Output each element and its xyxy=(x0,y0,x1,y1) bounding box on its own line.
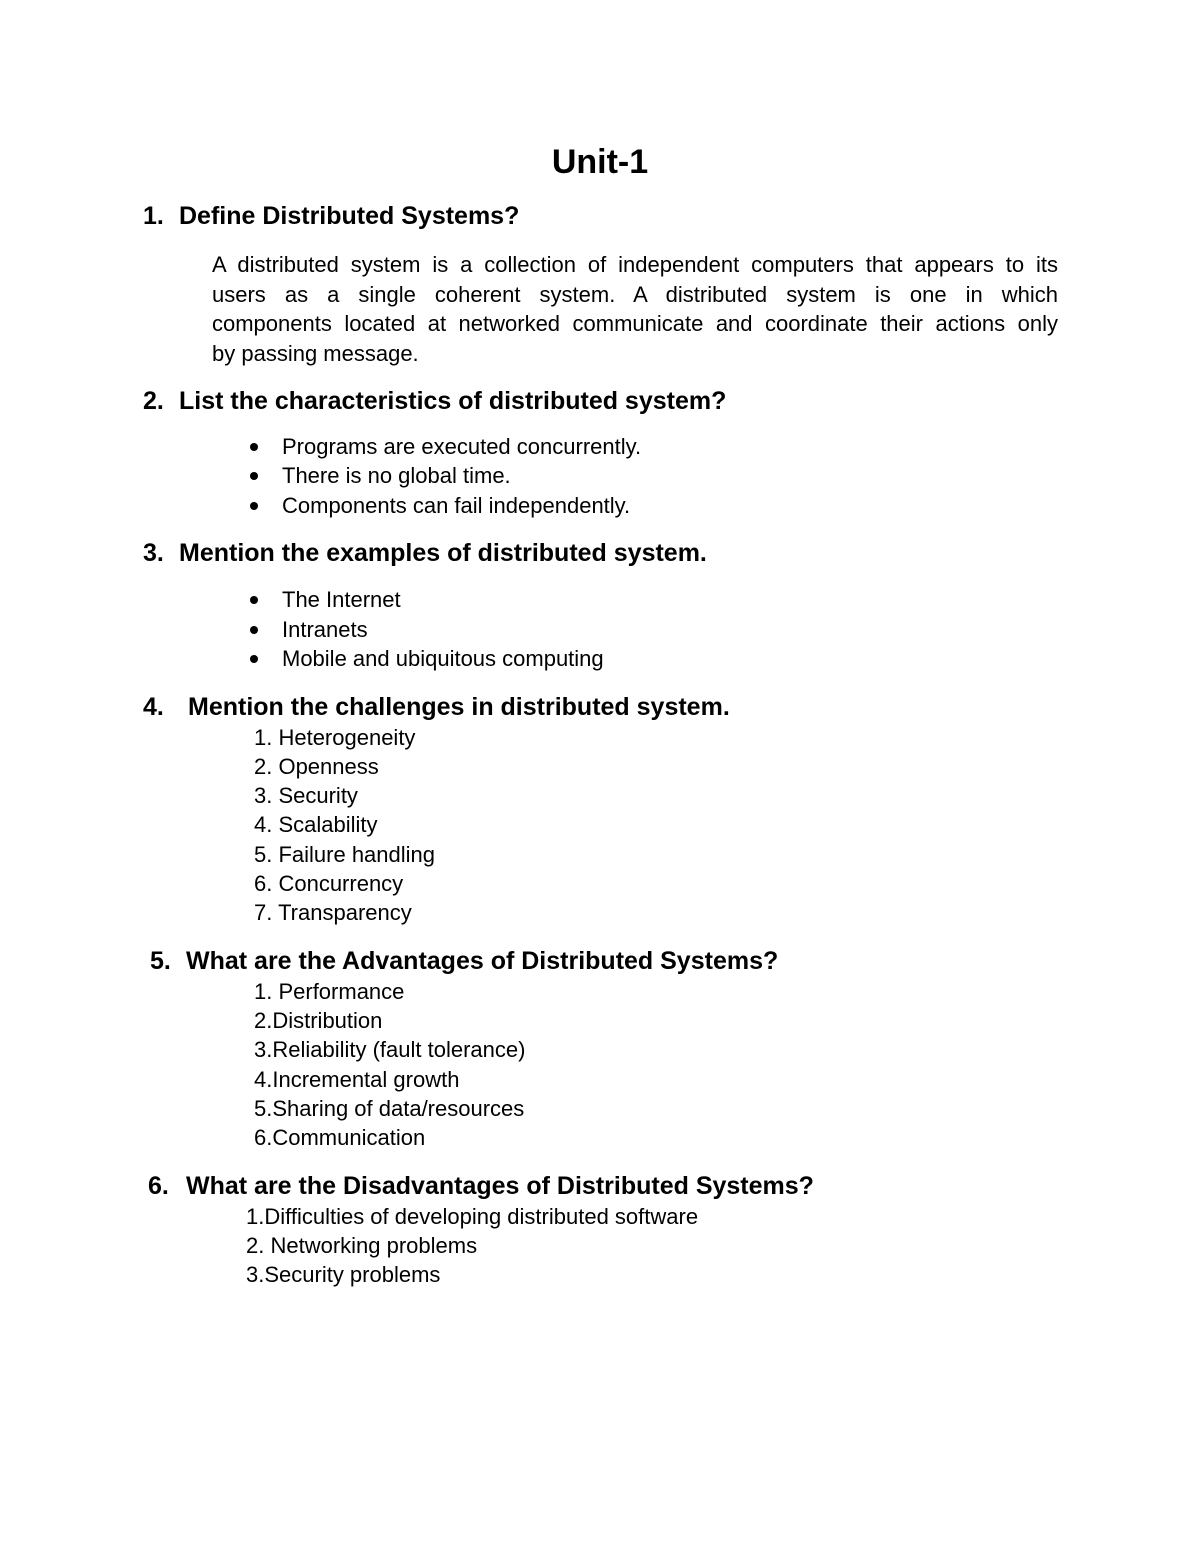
list-item-text: Programs are executed concurrently. xyxy=(282,434,642,459)
question-5-heading: What are the Advantages of Distributed Systems? xyxy=(186,947,779,975)
answer-line: by passing message. xyxy=(212,340,419,366)
question-1-answer xyxy=(212,250,1058,368)
list-item: 5. Failure handling xyxy=(254,842,436,867)
list-item-text: The Internet xyxy=(282,587,401,612)
list-item-text: Intranets xyxy=(282,617,368,642)
question-1-heading: Define Distributed Systems? xyxy=(179,202,520,230)
list-item-text: Components can fail independently. xyxy=(282,493,631,518)
question-3-number: 3. xyxy=(143,539,164,567)
question-6-number: 6. xyxy=(148,1172,169,1200)
bullet-icon xyxy=(250,655,258,663)
list-item: 6.Communication xyxy=(254,1125,426,1150)
question-4-number: 4. xyxy=(143,693,164,721)
page-title: Unit-1 xyxy=(551,143,649,181)
answer-line: users as a single coherent system. A distributed system is one in which xyxy=(212,281,1058,307)
list-item: 4.Incremental growth xyxy=(254,1067,460,1092)
question-2-number: 2. xyxy=(143,387,164,415)
list-item: 3. Security xyxy=(254,783,358,808)
question-3-heading: Mention the examples of distributed system. xyxy=(179,539,707,567)
list-item: 2. Openness xyxy=(254,754,379,779)
list-item-text: There is no global time. xyxy=(282,463,511,488)
list-item: 2. Networking problems xyxy=(246,1233,478,1258)
list-item: 4. Scalability xyxy=(254,812,378,837)
list-item: 3.Security problems xyxy=(246,1262,441,1287)
question-2-heading: List the characteristics of distributed system? xyxy=(179,387,727,415)
question-1-number: 1. xyxy=(143,202,164,230)
question-6-heading: What are the Disadvantages of Distributed Systems? xyxy=(186,1172,814,1200)
list-item: 2.Distribution xyxy=(254,1008,383,1033)
bullet-icon xyxy=(250,596,258,604)
list-item-text: Mobile and ubiquitous computing xyxy=(282,646,604,671)
bullet-icon xyxy=(250,472,258,480)
list-item: 3.Reliability (fault tolerance) xyxy=(254,1037,526,1062)
list-item: 1. Performance xyxy=(254,979,405,1004)
list-item: 6. Concurrency xyxy=(254,871,404,896)
question-4-heading: Mention the challenges in distributed system. xyxy=(188,693,730,721)
bullet-icon xyxy=(250,502,258,510)
answer-line: components located at networked communicate and coordinate their actions only xyxy=(212,311,1058,336)
question-5-number: 5. xyxy=(150,947,171,975)
list-item: 7. Transparency xyxy=(254,900,412,925)
list-item: 1. Heterogeneity xyxy=(254,725,416,750)
list-item: 1.Difficulties of developing distributed software xyxy=(246,1204,699,1229)
answer-line: A distributed system is a collection of independent computers that appears to its xyxy=(212,252,1058,277)
bullet-icon xyxy=(250,443,258,451)
bullet-icon xyxy=(250,626,258,634)
list-item: 5.Sharing of data/resources xyxy=(254,1096,525,1121)
